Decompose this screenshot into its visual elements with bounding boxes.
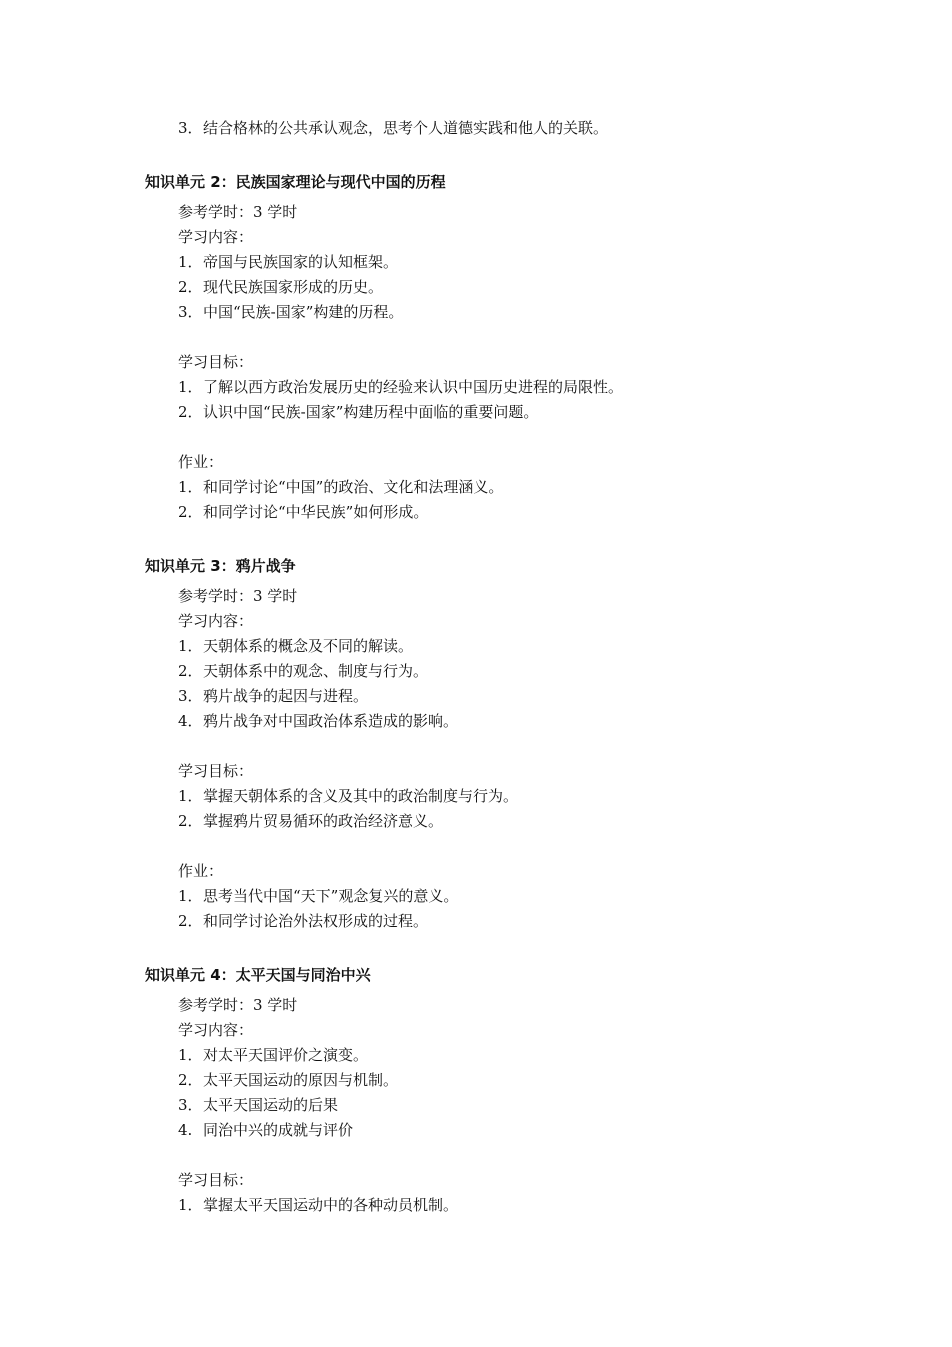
unit-2-content-item-2 (178, 277, 383, 297)
unit-2-content-item-1 (178, 252, 398, 272)
item-number: 3． (178, 303, 203, 321)
item-text: 帝国与民族国家的认知框架。 (203, 253, 399, 271)
item-number: 2． (178, 662, 203, 680)
unit-2-homework-item-2 (178, 502, 428, 522)
unit-2-content-item-3 (178, 302, 403, 322)
item-text: 认识中国“民族-国家”构建历程中面临的重要问题。 (203, 403, 539, 421)
item-number: 1． (178, 378, 203, 396)
item-text: 和同学讨论“中国”的政治、文化和法理涵义。 (203, 478, 504, 496)
item-text: 现代民族国家形成的历史。 (203, 278, 384, 296)
unit-4-content-item-4 (178, 1120, 353, 1140)
unit-3-homework-item-2 (178, 911, 428, 931)
item-number: 1． (178, 887, 203, 905)
unit-4-content-item-1 (178, 1045, 368, 1065)
unit-3-content-item-2 (178, 661, 428, 681)
unit-4-content-item-2 (178, 1070, 398, 1090)
unit-2-goal-item-1 (178, 377, 623, 397)
item-number: 2． (178, 403, 203, 421)
unit-3-content-item-4 (178, 711, 458, 731)
unit-3-homework-label: 作业： (178, 862, 224, 880)
unit-4-goal-item-1 (178, 1195, 458, 1215)
unit-2-hours: 参考学时：3 学时 (178, 203, 298, 221)
item-number: 2． (178, 912, 203, 930)
item-number: 1． (178, 787, 203, 805)
unit-2-goals-label: 学习目标： (178, 353, 254, 371)
unit-4-goals-label: 学习目标： (178, 1171, 254, 1189)
unit-2-goal-item-2 (178, 402, 538, 422)
item-text: 天朝体系的概念及不同的解读。 (203, 637, 414, 655)
item-text: 思考当代中国“天下”观念复兴的意义。 (203, 887, 459, 905)
item-text: 同治中兴的成就与评价 (203, 1121, 354, 1139)
item-number: 1． (178, 637, 203, 655)
unit-3-title: 知识单元 3：鸦片战争 (145, 557, 296, 575)
unit-3-goal-item-2 (178, 811, 443, 831)
item-text: 鸦片战争的起因与进程。 (203, 687, 369, 705)
item-text: 太平天国运动的原因与机制。 (203, 1071, 399, 1089)
unit-2-homework-label: 作业： (178, 453, 224, 471)
item-text: 和同学讨论治外法权形成的过程。 (203, 912, 429, 930)
unit-3-goals-label: 学习目标： (178, 762, 254, 780)
unit-4-title: 知识单元 4：太平天国与同治中兴 (145, 966, 371, 984)
item-text: 对太平天国评价之演变。 (203, 1046, 369, 1064)
item-number: 2． (178, 503, 203, 521)
unit-3-content-item-1 (178, 636, 413, 656)
item-text: 了解以西方政治发展历史的经验来认识中国历史进程的局限性。 (203, 378, 624, 396)
unit-2-title: 知识单元 2：民族国家理论与现代中国的历程 (145, 173, 446, 191)
item-text: 中国“民族-国家”构建的历程。 (203, 303, 404, 321)
item-text: 掌握天朝体系的含义及其中的政治制度与行为。 (203, 787, 519, 805)
item-number: 2． (178, 278, 203, 296)
item-number: 1． (178, 1046, 203, 1064)
unit-3-homework-item-1 (178, 886, 458, 906)
item-number: 1． (178, 478, 203, 496)
item-text: 结合格林的公共承认观念，思考个人道德实践和他人的关联。 (203, 119, 609, 137)
item-number: 1． (178, 1196, 203, 1214)
item-text: 天朝体系中的观念、制度与行为。 (203, 662, 429, 680)
item-number: 3． (178, 1096, 203, 1114)
unit-4-hours: 参考学时：3 学时 (178, 996, 298, 1014)
unit-3-hours: 参考学时：3 学时 (178, 587, 298, 605)
unit-4-content-label: 学习内容： (178, 1021, 254, 1039)
item-number: 2． (178, 812, 203, 830)
item-text: 太平天国运动的后果 (203, 1096, 339, 1114)
item-number: 1． (178, 253, 203, 271)
unit-3-content-item-3 (178, 686, 368, 706)
item-number: 4. (178, 1121, 193, 1139)
item-number: 2． (178, 1071, 203, 1089)
unit-4-content-item-3 (178, 1095, 338, 1115)
unit-2-content-label: 学习内容： (178, 228, 254, 246)
item-text: 和同学讨论“中华民族”如何形成。 (203, 503, 429, 521)
item-text: 掌握鸦片贸易循环的政治经济意义。 (203, 812, 444, 830)
item-number: 3． (178, 687, 203, 705)
item-text: 鸦片战争对中国政治体系造成的影响。 (203, 712, 459, 730)
item-text: 掌握太平天国运动中的各种动员机制。 (203, 1196, 459, 1214)
unit-3-content-label: 学习内容： (178, 612, 254, 630)
item-number: 3． (178, 119, 203, 137)
intro-item-3 (178, 118, 608, 138)
item-number: 4． (178, 712, 203, 730)
unit-2-homework-item-1 (178, 477, 503, 497)
unit-3-goal-item-1 (178, 786, 518, 806)
